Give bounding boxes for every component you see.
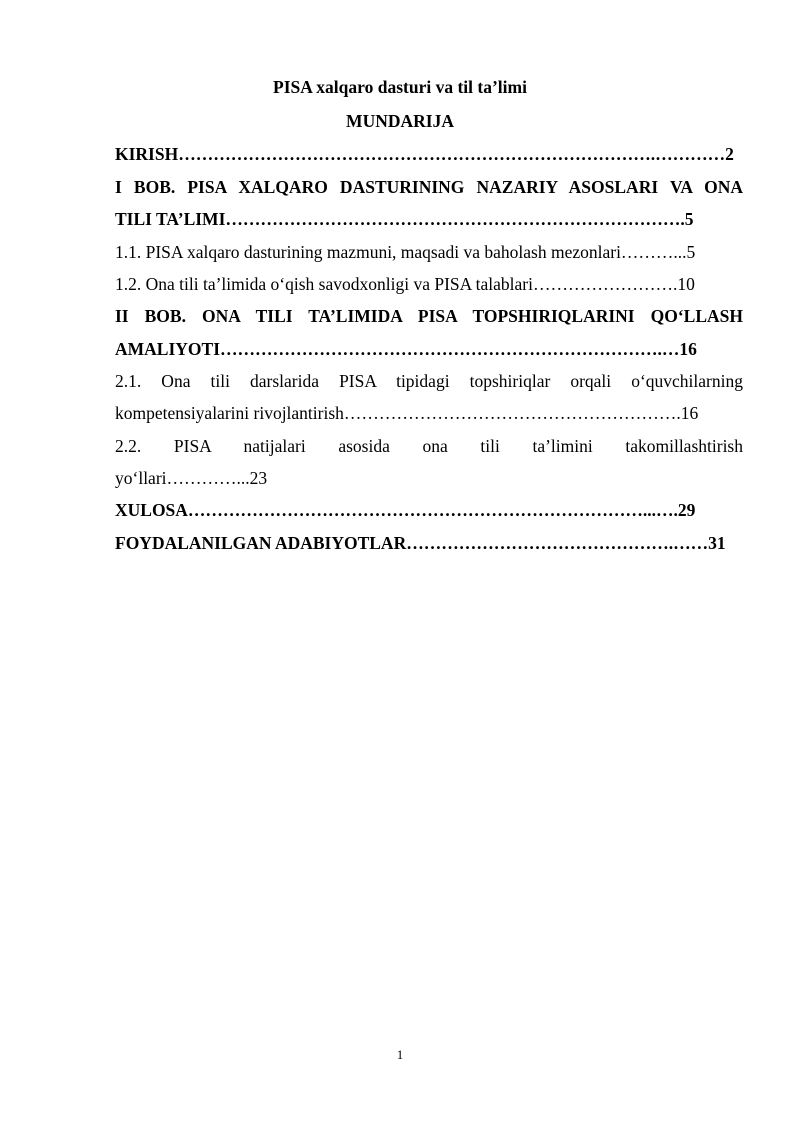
toc-entry-chapter-1-cont: TILI TA’LIMI…………………………………………………………………….5 <box>115 209 694 229</box>
toc-entry-kirish: KIRISH……………………………………………………………………….…………2 <box>115 144 734 164</box>
page-number: 1 <box>396 1047 404 1062</box>
toc-entry-xulosa: XULOSA……………………………………………………………………...….29 <box>115 500 696 520</box>
toc-entry-chapter-1: I BOB. PISA XALQARO DASTURINING NAZARIY ASOSLARI VA ONA <box>115 177 743 197</box>
toc-entry-chapter-2-cont: AMALIYOTI………………………………………………………………….…16 <box>115 339 697 359</box>
toc-heading: MUNDARIJA <box>346 111 454 131</box>
toc-entry-adabiyotlar: FOYDALANILGAN ADABIYOTLAR……………………………………….……31 <box>115 533 726 553</box>
toc-entry-section-2-2: 2.2. PISA natijalari asosida ona tili ta’limini takomillashtirish <box>115 436 743 456</box>
toc-entry-section-2-1: 2.1. Ona tili darslarida PISA tipidagi topshiriqlar orqali o‘quvchilarning <box>115 371 743 391</box>
toc-entry-section-2-1-cont: kompetensiyalarini rivojlantirish………………………………………………….16 <box>115 403 699 423</box>
toc-entry-section-1-2: 1.2. Ona tili ta’limida o‘qish savodxonligi va PISA talablari…………………….10 <box>115 274 695 294</box>
toc-entry-chapter-2: II BOB. ONA TILI TA’LIMIDA PISA TOPSHIRIQLARINI QO‘LLASH <box>115 306 743 326</box>
document-title: PISA xalqaro dasturi va til ta’limi <box>273 77 527 97</box>
toc-entry-section-1-1: 1.1. PISA xalqaro dasturining mazmuni, maqsadi va baholash mezonlari………...5 <box>115 242 696 262</box>
toc-entry-section-2-2-cont: yo‘llari…………...23 <box>115 468 268 488</box>
